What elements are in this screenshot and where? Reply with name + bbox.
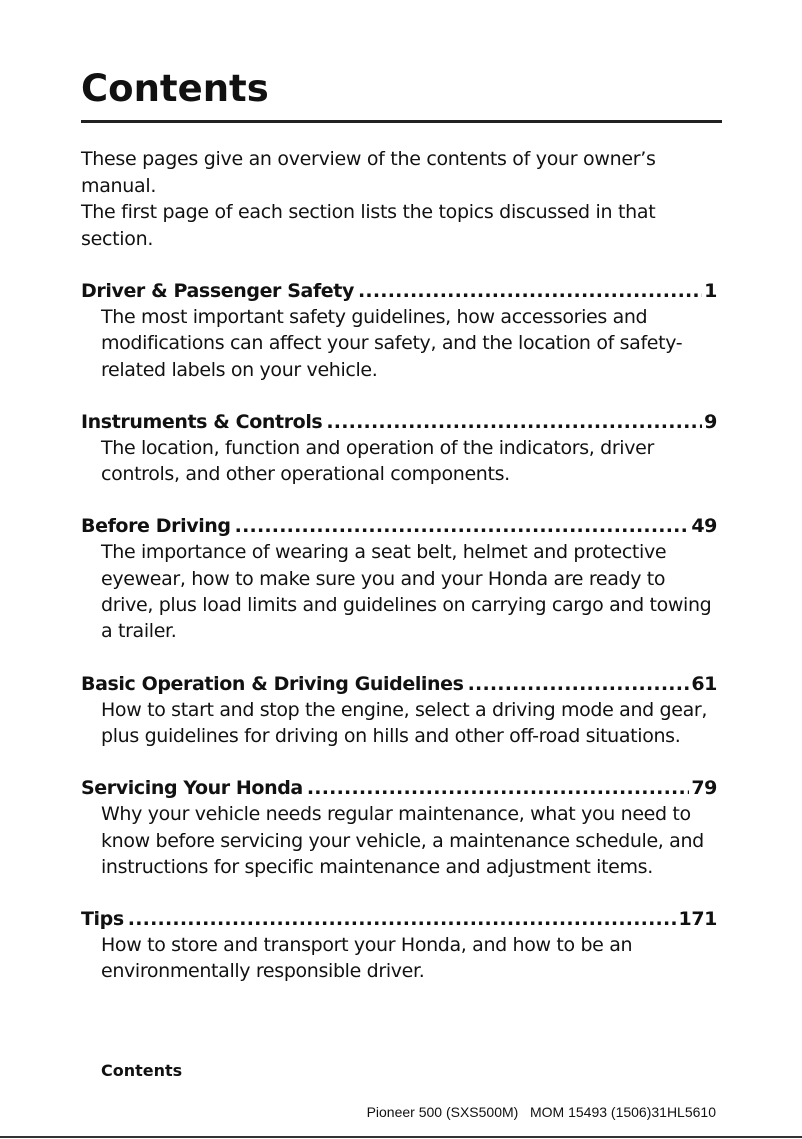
- toc-page-number[interactable]: 171: [678, 908, 717, 931]
- toc-entry-description: Why your vehicle needs regular maintenance, what you need to know before servicing your vehicle, a maintenance schedule, and instructions for specific maintenance and adjustment items.: [101, 803, 704, 878]
- toc-page-number[interactable]: 9: [704, 410, 717, 433]
- intro-paragraph: These pages give an overview of the contents of your owner’s manual.: [81, 148, 656, 197]
- toc-entry-title[interactable]: Basic Operation & Driving Guidelines: [81, 672, 464, 695]
- dot-leader: [468, 671, 690, 697]
- toc-entry-title[interactable]: Tips: [81, 908, 124, 931]
- dot-leader: [128, 906, 677, 932]
- toc-entry: [81, 409, 717, 488]
- toc-entry-title[interactable]: Servicing Your Honda: [81, 777, 303, 800]
- toc-entry: [81, 906, 717, 985]
- intro-text: [81, 146, 701, 252]
- page-title: Contents: [81, 67, 269, 110]
- dot-leader: [326, 409, 702, 435]
- toc-entry-description: The most important safety guidelines, how accessories and modifications can affect your safety, and the location of safety-related labels on your vehicle.: [101, 306, 683, 381]
- toc-entry-title[interactable]: Instruments & Controls: [81, 410, 323, 433]
- toc-entry-heading[interactable]: [81, 775, 717, 801]
- toc-entry-heading[interactable]: [81, 906, 717, 932]
- toc-entry-heading[interactable]: [81, 278, 717, 304]
- toc-entry-description: How to store and transport your Honda, and how to be an environmentally responsible driver.: [101, 934, 633, 983]
- toc-page-number[interactable]: 61: [691, 672, 717, 695]
- toc-entry: [81, 671, 717, 750]
- toc-page-number[interactable]: 1: [704, 280, 717, 302]
- toc-entry-heading[interactable]: [81, 409, 717, 435]
- dot-leader: [307, 775, 690, 801]
- toc-page-number[interactable]: 49: [691, 515, 717, 538]
- toc-entry-title[interactable]: Before Driving: [81, 515, 231, 538]
- toc-entry-description: How to start and stop the engine, select a driving mode and gear, plus guidelines for driving on hills and other off-road situations.: [101, 698, 708, 747]
- toc-entry-description: The importance of wearing a seat belt, helmet and protective eyewear, how to make sure you and your Honda are ready to drive, plus load limits and guidelines on carrying cargo and towing a trailer.: [101, 541, 712, 643]
- toc-page-number[interactable]: 79: [691, 777, 717, 800]
- toc-entry: [81, 513, 717, 644]
- toc-entry: [81, 775, 717, 880]
- toc-entry: [81, 278, 717, 383]
- dot-leader: [358, 278, 702, 304]
- footer-document-code: Pioneer 500 (SXS500M) MOM 15493 (1506)31HL5610: [366, 1104, 716, 1120]
- intro-paragraph: The first page of each section lists the topics discussed in that section.: [81, 201, 656, 250]
- toc-entry-title[interactable]: Driver & Passenger Safety: [81, 280, 354, 302]
- page-bottom-divider: [0, 1136, 802, 1138]
- toc-entry-description: The location, function and operation of the indicators, driver controls, and other operational components.: [101, 436, 654, 486]
- title-divider: [81, 120, 722, 123]
- toc-entry-heading[interactable]: [81, 513, 717, 539]
- footer-section-label: Contents: [101, 1061, 183, 1080]
- toc-entry-heading[interactable]: [81, 671, 717, 697]
- dot-leader: [235, 513, 690, 539]
- table-of-contents: [81, 278, 717, 1011]
